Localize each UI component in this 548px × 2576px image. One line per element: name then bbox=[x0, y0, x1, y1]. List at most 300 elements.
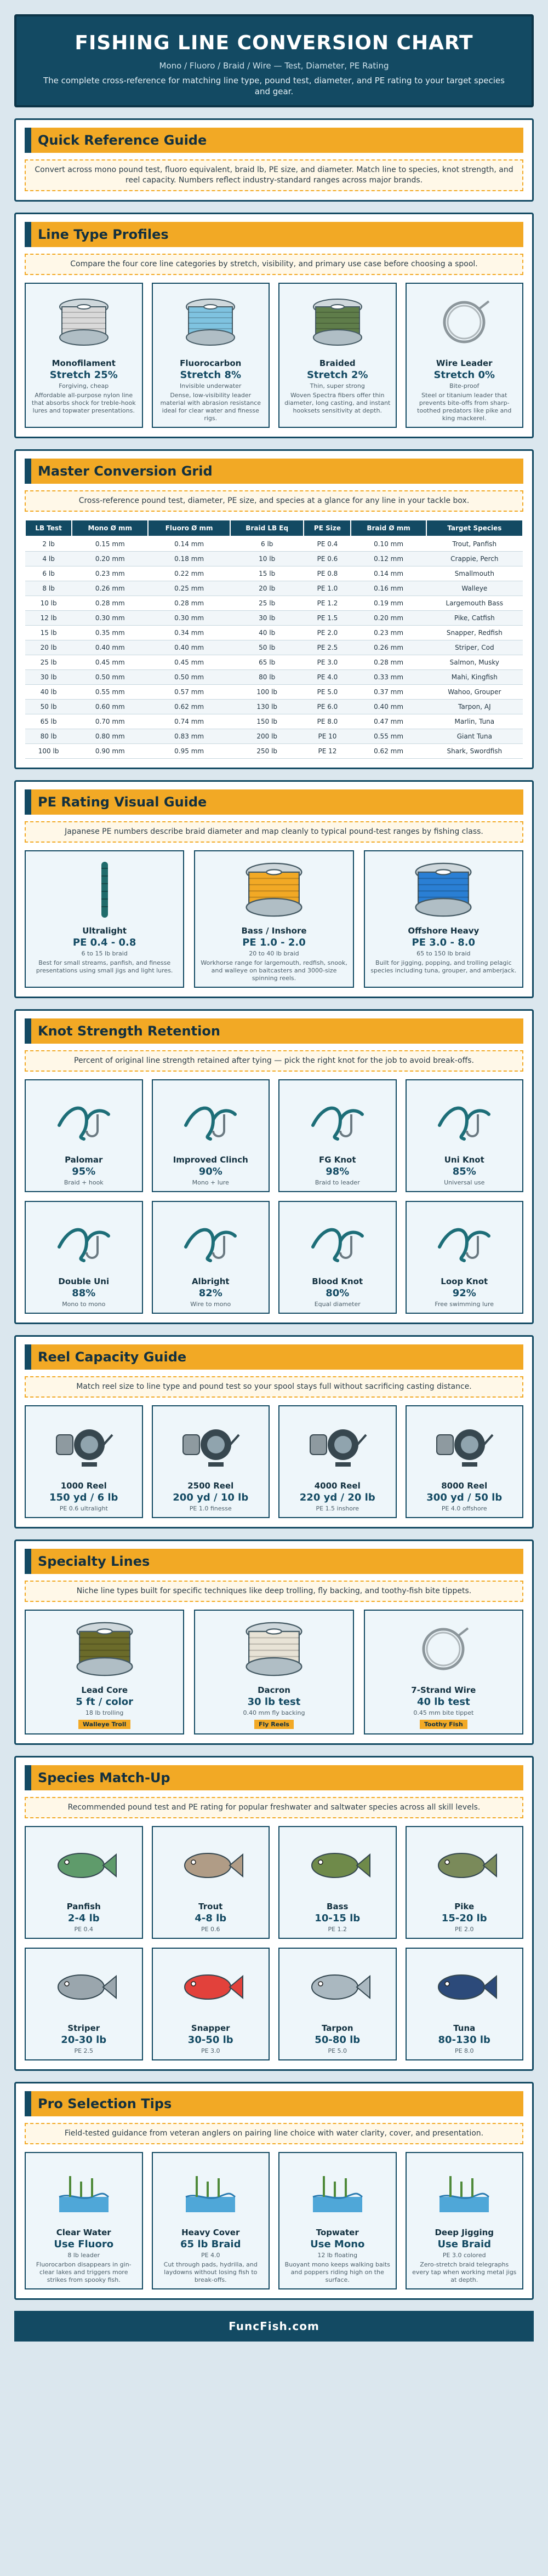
item-icon bbox=[411, 1207, 518, 1273]
item-icon bbox=[157, 289, 265, 355]
item-card bbox=[152, 1201, 270, 1314]
table-cell: 150 lb bbox=[230, 714, 304, 729]
table-cell: 30 lb bbox=[230, 610, 304, 625]
item-card bbox=[406, 1826, 524, 1939]
item-card bbox=[278, 283, 397, 428]
table-cell: 0.15 mm bbox=[72, 536, 148, 551]
item-value: PE 3.0 - 8.0 bbox=[412, 936, 476, 948]
item-value: 92% bbox=[452, 1287, 476, 1299]
item-name: Topwater bbox=[316, 2227, 359, 2237]
item-icon bbox=[411, 1412, 518, 1478]
profiles-grid bbox=[25, 283, 523, 428]
item-tag: Mono + lure bbox=[192, 1178, 229, 1186]
item-description: Cut through pads, hydrilla, and laydowns without losing fish to break-offs. bbox=[163, 2260, 258, 2283]
column-header: Fluoro Ø mm bbox=[148, 520, 230, 536]
table-cell: Shark, Swordfish bbox=[426, 743, 523, 758]
table-cell: 0.50 mm bbox=[72, 669, 148, 684]
table-cell: 12 lb bbox=[25, 610, 72, 625]
table-row bbox=[25, 536, 523, 551]
item-name: Palomar bbox=[65, 1154, 103, 1165]
item-description: Best for small streams, panfish, and finesse presentations using small jigs and light lures. bbox=[36, 959, 173, 974]
table-cell: Salmon, Musky bbox=[426, 655, 523, 669]
section-note: Percent of original line strength retained after tying — pick the right knot for the job to avoid break-offs. bbox=[25, 1050, 523, 1072]
table-cell: 0.10 mm bbox=[351, 536, 426, 551]
item-name: Lead Core bbox=[81, 1685, 128, 1695]
section-title: Reel Capacity Guide bbox=[25, 1344, 523, 1370]
table-cell: 0.28 mm bbox=[351, 655, 426, 669]
table-cell: 0.40 mm bbox=[72, 640, 148, 655]
item-tag: 8 lb leader bbox=[67, 2251, 100, 2259]
item-name: Monofilament bbox=[52, 358, 116, 368]
table-cell: 200 lb bbox=[230, 729, 304, 743]
item-card bbox=[152, 1948, 270, 2060]
item-value: Stretch 0% bbox=[433, 369, 495, 381]
item-value: 98% bbox=[326, 1165, 350, 1177]
item-icon bbox=[157, 1833, 265, 1898]
item-icon bbox=[157, 1207, 265, 1273]
table-cell: 40 lb bbox=[230, 625, 304, 640]
table-cell: PE 5.0 bbox=[304, 684, 351, 699]
item-card bbox=[25, 1079, 143, 1192]
table-cell: Snapper, Redfish bbox=[426, 625, 523, 640]
item-value: 300 yd / 50 lb bbox=[426, 1491, 503, 1503]
table-row bbox=[25, 581, 523, 596]
table-cell: 30 lb bbox=[25, 669, 72, 684]
table-cell: 0.12 mm bbox=[351, 551, 426, 566]
item-card bbox=[406, 1948, 524, 2060]
item-value: 10-15 lb bbox=[315, 1912, 361, 1924]
item-icon bbox=[411, 1833, 518, 1898]
specialty-grid bbox=[25, 1610, 523, 1734]
item-name: Deep Jigging bbox=[435, 2227, 494, 2237]
item-card bbox=[278, 1405, 397, 1518]
table-cell: 65 lb bbox=[230, 655, 304, 669]
table-cell: 25 lb bbox=[25, 655, 72, 669]
item-value: 4-8 lb bbox=[195, 1912, 227, 1924]
table-cell: 0.40 mm bbox=[148, 640, 230, 655]
item-icon bbox=[199, 1616, 348, 1682]
page-description: The complete cross-reference for matching line type, pound test, diameter, and PE rating to your target species and gear. bbox=[43, 76, 505, 96]
table-cell: 0.19 mm bbox=[351, 596, 426, 610]
specialty-lines-section bbox=[14, 1539, 534, 1745]
item-tag: Free swimming lure bbox=[435, 1300, 494, 1308]
item-value: 80-130 lb bbox=[438, 2034, 490, 2046]
table-cell: 0.20 mm bbox=[351, 610, 426, 625]
table-cell: 0.16 mm bbox=[351, 581, 426, 596]
item-name: Blood Knot bbox=[312, 1276, 363, 1286]
table-cell: 0.95 mm bbox=[148, 743, 230, 758]
table-cell: Tarpon, AJ bbox=[426, 699, 523, 714]
item-icon bbox=[284, 289, 391, 355]
table-cell: 100 lb bbox=[25, 743, 72, 758]
item-tag: 0.40 mm fly backing bbox=[243, 1709, 305, 1716]
table-cell: 0.26 mm bbox=[351, 640, 426, 655]
section-title: Master Conversion Grid bbox=[25, 459, 523, 484]
table-cell: 0.62 mm bbox=[148, 699, 230, 714]
table-cell: 0.18 mm bbox=[148, 551, 230, 566]
item-card bbox=[25, 1201, 143, 1314]
item-value: 82% bbox=[198, 1287, 222, 1299]
section-title: Species Match-Up bbox=[25, 1765, 523, 1790]
item-name: Offshore Heavy bbox=[408, 925, 480, 936]
item-name: Albright bbox=[191, 1276, 230, 1286]
item-icon bbox=[411, 1086, 518, 1152]
item-value: 88% bbox=[72, 1287, 96, 1299]
item-value: 30 lb test bbox=[247, 1696, 301, 1708]
table-row bbox=[25, 566, 523, 581]
item-tag: Universal use bbox=[444, 1178, 485, 1186]
item-card bbox=[406, 2152, 524, 2289]
section-title: PE Rating Visual Guide bbox=[25, 789, 523, 815]
table-cell: Crappie, Perch bbox=[426, 551, 523, 566]
item-name: 4000 Reel bbox=[314, 1480, 361, 1491]
table-row bbox=[25, 743, 523, 758]
table-cell: 6 lb bbox=[25, 566, 72, 581]
column-header: Braid LB Eq bbox=[230, 520, 304, 536]
item-name: 8000 Reel bbox=[441, 1480, 488, 1491]
item-value: 5 ft / color bbox=[76, 1696, 134, 1708]
table-row bbox=[25, 669, 523, 684]
table-cell: PE 4.0 bbox=[304, 669, 351, 684]
item-name: FG Knot bbox=[318, 1154, 356, 1165]
item-tag: Equal diameter bbox=[314, 1300, 361, 1308]
table-cell: 0.30 mm bbox=[148, 610, 230, 625]
section-title: Line Type Profiles bbox=[25, 222, 523, 247]
item-card bbox=[25, 1610, 184, 1734]
item-name: 7-Strand Wire bbox=[411, 1685, 476, 1695]
item-tag: PE 1.5 inshore bbox=[316, 1504, 359, 1512]
section-title: Specialty Lines bbox=[25, 1549, 523, 1574]
item-description: Steel or titanium leader that prevents bite-offs from sharp-toothed predators like pike and king mackerel. bbox=[417, 392, 512, 422]
species-section bbox=[14, 1756, 534, 2071]
table-cell: 0.90 mm bbox=[72, 743, 148, 758]
item-card bbox=[278, 2152, 397, 2289]
item-tag: PE 0.6 ultralight bbox=[59, 1504, 108, 1512]
item-card bbox=[406, 1079, 524, 1192]
column-header: Target Species bbox=[426, 520, 523, 536]
table-cell: 0.33 mm bbox=[351, 669, 426, 684]
table-cell: 0.35 mm bbox=[72, 625, 148, 640]
pe-rating-section bbox=[14, 780, 534, 998]
item-description: Built for jigging, popping, and trolling pelagic species including tuna, grouper, and amberjack. bbox=[370, 959, 517, 974]
item-name: Tarpon bbox=[321, 2023, 353, 2033]
pe-grid bbox=[25, 850, 523, 988]
item-value: 40 lb test bbox=[416, 1696, 470, 1708]
table-row bbox=[25, 610, 523, 625]
table-cell: PE 2.5 bbox=[304, 640, 351, 655]
table-cell: Trout, Panfish bbox=[426, 536, 523, 551]
item-tag: Bite-proof bbox=[449, 382, 480, 390]
item-icon bbox=[157, 1086, 265, 1152]
table-cell: PE 0.6 bbox=[304, 551, 351, 566]
page-subtitle: Mono / Fluoro / Braid / Wire — Test, Diameter, PE Rating bbox=[159, 61, 389, 71]
item-icon bbox=[284, 2159, 391, 2224]
table-row bbox=[25, 729, 523, 743]
table-cell: 0.45 mm bbox=[72, 655, 148, 669]
item-value: 220 yd / 20 lb bbox=[299, 1491, 375, 1503]
table-cell: PE 10 bbox=[304, 729, 351, 743]
table-cell: 0.25 mm bbox=[148, 581, 230, 596]
item-name: Pike bbox=[454, 1901, 475, 1911]
table-row bbox=[25, 699, 523, 714]
section-title: Pro Selection Tips bbox=[25, 2091, 523, 2116]
item-icon bbox=[369, 857, 518, 923]
item-tag: 0.45 mm bite tippet bbox=[413, 1709, 474, 1716]
table-cell: 10 lb bbox=[25, 596, 72, 610]
footer: FuncFish.com bbox=[14, 2311, 534, 2342]
table-cell: PE 1.0 bbox=[304, 581, 351, 596]
knot-strength-section bbox=[14, 1009, 534, 1324]
section-note: Compare the four core line categories by stretch, visibility, and primary use case before choosing a spool. bbox=[25, 254, 523, 275]
table-cell: 250 lb bbox=[230, 743, 304, 758]
item-value: Use Braid bbox=[437, 2238, 492, 2250]
item-value: 80% bbox=[326, 1287, 350, 1299]
item-card bbox=[25, 1405, 143, 1518]
item-card bbox=[25, 2152, 143, 2289]
item-icon bbox=[30, 1833, 138, 1898]
section-note: Japanese PE numbers describe braid diameter and map cleanly to typical pound-test ranges by fishing class. bbox=[25, 821, 523, 843]
item-tag: Thin, super strong bbox=[310, 382, 365, 390]
item-icon bbox=[199, 857, 348, 923]
item-value: 90% bbox=[198, 1165, 222, 1177]
item-name: 1000 Reel bbox=[60, 1480, 107, 1491]
item-tag: 6 to 15 lb braid bbox=[81, 949, 128, 957]
item-value: 30-50 lb bbox=[187, 2034, 233, 2046]
item-name: Fluorocarbon bbox=[180, 358, 242, 368]
item-icon bbox=[369, 1616, 518, 1682]
item-name: Panfish bbox=[66, 1901, 101, 1911]
table-cell: 15 lb bbox=[230, 566, 304, 581]
table-cell: 0.74 mm bbox=[148, 714, 230, 729]
item-tag: PE 0.6 bbox=[201, 1925, 220, 1933]
item-icon bbox=[30, 1086, 138, 1152]
item-tag: PE 4.0 offshore bbox=[441, 1504, 487, 1512]
table-cell: 0.40 mm bbox=[351, 699, 426, 714]
item-icon bbox=[284, 1954, 391, 2020]
item-name: Bass bbox=[327, 1901, 349, 1911]
table-cell: PE 1.5 bbox=[304, 610, 351, 625]
item-icon bbox=[157, 2159, 265, 2224]
pro-tips-section bbox=[14, 2082, 534, 2300]
item-icon bbox=[30, 1412, 138, 1478]
table-cell: 50 lb bbox=[25, 699, 72, 714]
table-cell: 4 lb bbox=[25, 551, 72, 566]
table-cell: 0.34 mm bbox=[148, 625, 230, 640]
section-title: Quick Reference Guide bbox=[25, 128, 523, 153]
table-row bbox=[25, 684, 523, 699]
column-header: LB Test bbox=[25, 520, 72, 536]
item-value: 95% bbox=[72, 1165, 96, 1177]
table-cell: 2 lb bbox=[25, 536, 72, 551]
item-tag: 65 to 150 lb braid bbox=[416, 949, 471, 957]
item-value: 15-20 lb bbox=[441, 1912, 487, 1924]
table-cell: 0.60 mm bbox=[72, 699, 148, 714]
item-card bbox=[25, 850, 184, 988]
item-badge: Walleye Troll bbox=[78, 1720, 130, 1729]
item-name: Uni Knot bbox=[444, 1154, 484, 1165]
item-card bbox=[152, 1405, 270, 1518]
table-cell: 0.47 mm bbox=[351, 714, 426, 729]
item-icon bbox=[30, 2159, 138, 2224]
item-tag: 18 lb trolling bbox=[85, 1709, 124, 1716]
item-tag: 20 to 40 lb braid bbox=[249, 949, 299, 957]
item-name: Clear Water bbox=[56, 2227, 111, 2237]
table-row bbox=[25, 655, 523, 669]
table-cell: Marlin, Tuna bbox=[426, 714, 523, 729]
table-cell: 0.28 mm bbox=[72, 596, 148, 610]
table-cell: Striper, Cod bbox=[426, 640, 523, 655]
conversion-table bbox=[25, 519, 523, 759]
item-tag: Braid + hook bbox=[64, 1178, 104, 1186]
section-title: Knot Strength Retention bbox=[25, 1018, 523, 1044]
quick-reference-section bbox=[14, 118, 534, 202]
item-icon bbox=[411, 289, 518, 355]
table-cell: 100 lb bbox=[230, 684, 304, 699]
reel-capacity-section bbox=[14, 1335, 534, 1529]
item-card bbox=[406, 1405, 524, 1518]
table-cell: 25 lb bbox=[230, 596, 304, 610]
item-icon bbox=[284, 1086, 391, 1152]
table-body bbox=[25, 536, 523, 758]
item-icon bbox=[30, 857, 179, 923]
item-name: Trout bbox=[198, 1901, 223, 1911]
item-icon bbox=[30, 1616, 179, 1682]
header-banner bbox=[14, 14, 534, 107]
item-value: 65 lb Braid bbox=[180, 2238, 241, 2250]
table-header-row bbox=[25, 520, 523, 536]
item-tag: PE 1.2 bbox=[328, 1925, 347, 1933]
item-tag: PE 4.0 bbox=[201, 2251, 220, 2259]
table-cell: Wahoo, Grouper bbox=[426, 684, 523, 699]
item-value: Stretch 8% bbox=[180, 369, 242, 381]
item-tag: Mono to mono bbox=[62, 1300, 106, 1308]
item-tag: PE 3.0 bbox=[201, 2047, 220, 2054]
item-value: 200 yd / 10 lb bbox=[173, 1491, 249, 1503]
item-value: 20-30 lb bbox=[61, 2034, 107, 2046]
item-icon bbox=[284, 1412, 391, 1478]
reels-grid bbox=[25, 1405, 523, 1518]
item-card bbox=[406, 1201, 524, 1314]
item-tag: PE 2.0 bbox=[454, 1925, 474, 1933]
section-note: Field-tested guidance from veteran anglers on pairing line choice with water clarity, cover, and presentation. bbox=[25, 2123, 523, 2144]
item-description: Workhorse range for largemouth, redfish, snook, and walleye on baitcasters and 3000-size spinning reels. bbox=[201, 959, 347, 982]
tips-grid bbox=[25, 2152, 523, 2289]
section-note: Cross-reference pound test, diameter, PE size, and species at a glance for any line in your tackle box. bbox=[25, 490, 523, 512]
item-value: Stretch 2% bbox=[306, 369, 368, 381]
item-value: Stretch 25% bbox=[49, 369, 118, 381]
table-cell: Largemouth Bass bbox=[426, 596, 523, 610]
section-note: Niche line types built for specific techniques like deep trolling, fly backing, and toothy-fish bite tippets. bbox=[25, 1581, 523, 1602]
table-cell: 0.62 mm bbox=[351, 743, 426, 758]
table-cell: 0.14 mm bbox=[148, 536, 230, 551]
item-name: Wire Leader bbox=[436, 358, 493, 368]
table-cell: 0.30 mm bbox=[72, 610, 148, 625]
table-cell: PE 3.0 bbox=[304, 655, 351, 669]
item-card bbox=[278, 1201, 397, 1314]
item-value: Use Mono bbox=[310, 2238, 365, 2250]
item-tag: 12 lb floating bbox=[317, 2251, 358, 2259]
item-name: Striper bbox=[67, 2023, 100, 2033]
table-cell: PE 0.4 bbox=[304, 536, 351, 551]
species-grid bbox=[25, 1826, 523, 2060]
table-cell: 80 lb bbox=[230, 669, 304, 684]
item-card bbox=[152, 2152, 270, 2289]
table-cell: 0.83 mm bbox=[148, 729, 230, 743]
table-cell: 0.22 mm bbox=[148, 566, 230, 581]
table-cell: 0.23 mm bbox=[72, 566, 148, 581]
table-cell: 0.37 mm bbox=[351, 684, 426, 699]
table-cell: PE 2.0 bbox=[304, 625, 351, 640]
item-card bbox=[25, 1826, 143, 1939]
table-cell: PE 6.0 bbox=[304, 699, 351, 714]
item-name: Bass / Inshore bbox=[241, 925, 307, 936]
line-type-profiles-section bbox=[14, 213, 534, 438]
item-tag: PE 0.4 bbox=[74, 1925, 94, 1933]
table-cell: 15 lb bbox=[25, 625, 72, 640]
item-card bbox=[152, 1079, 270, 1192]
section-note: Convert across mono pound test, fluoro equivalent, braid lb, PE size, and diameter. Match line to species, knot strength, and reel capacity. Numbers reflect industry-standard ranges across major brands. bbox=[25, 159, 523, 191]
item-icon bbox=[157, 1954, 265, 2020]
table-cell: PE 1.2 bbox=[304, 596, 351, 610]
item-card bbox=[194, 850, 353, 988]
item-icon bbox=[30, 289, 138, 355]
table-cell: 0.70 mm bbox=[72, 714, 148, 729]
table-cell: 10 lb bbox=[230, 551, 304, 566]
item-icon bbox=[157, 1412, 265, 1478]
column-header: Mono Ø mm bbox=[72, 520, 148, 536]
section-note: Recommended pound test and PE rating for popular freshwater and saltwater species across all skill levels. bbox=[25, 1797, 523, 1818]
item-name: 2500 Reel bbox=[187, 1480, 234, 1491]
item-value: 85% bbox=[452, 1165, 476, 1177]
item-tag: Forgiving, cheap bbox=[59, 382, 109, 390]
table-cell: 0.80 mm bbox=[72, 729, 148, 743]
column-header: PE Size bbox=[304, 520, 351, 536]
item-card bbox=[194, 1610, 353, 1734]
table-cell: Giant Tuna bbox=[426, 729, 523, 743]
table-cell: 50 lb bbox=[230, 640, 304, 655]
item-tag: Wire to mono bbox=[190, 1300, 231, 1308]
item-tag: Invisible underwater bbox=[180, 382, 242, 390]
table-cell: 65 lb bbox=[25, 714, 72, 729]
item-value: Use Fluoro bbox=[54, 2238, 114, 2250]
master-conversion-grid-section bbox=[14, 449, 534, 769]
item-description: Dense, low-visibility leader material with abrasion resistance ideal for clear water and finesse rigs. bbox=[160, 392, 261, 422]
table-row bbox=[25, 625, 523, 640]
item-icon bbox=[30, 1954, 138, 2020]
table-cell: 80 lb bbox=[25, 729, 72, 743]
item-badge: Toothy Fish bbox=[420, 1720, 467, 1729]
item-card bbox=[152, 283, 270, 428]
item-card bbox=[278, 1948, 397, 2060]
section-note: Match reel size to line type and pound test so your spool stays full without sacrificing casting distance. bbox=[25, 1376, 523, 1398]
item-card bbox=[25, 283, 143, 428]
item-tag: PE 8.0 bbox=[454, 2047, 474, 2054]
table-cell: 0.50 mm bbox=[148, 669, 230, 684]
item-icon bbox=[411, 2159, 518, 2224]
item-name: Improved Clinch bbox=[173, 1154, 248, 1165]
table-cell: 0.26 mm bbox=[72, 581, 148, 596]
item-tag: PE 2.5 bbox=[74, 2047, 94, 2054]
item-icon bbox=[284, 1207, 391, 1273]
column-header: Braid Ø mm bbox=[351, 520, 426, 536]
item-card bbox=[364, 850, 523, 988]
item-card bbox=[25, 1948, 143, 2060]
item-description: Woven Spectra fibers offer thin diameter, long casting, and instant hooksets sensitivity at depth. bbox=[284, 392, 391, 414]
item-icon bbox=[30, 1207, 138, 1273]
page-title: FISHING LINE CONVERSION CHART bbox=[75, 32, 473, 54]
item-card bbox=[364, 1610, 523, 1734]
table-cell: 0.23 mm bbox=[351, 625, 426, 640]
